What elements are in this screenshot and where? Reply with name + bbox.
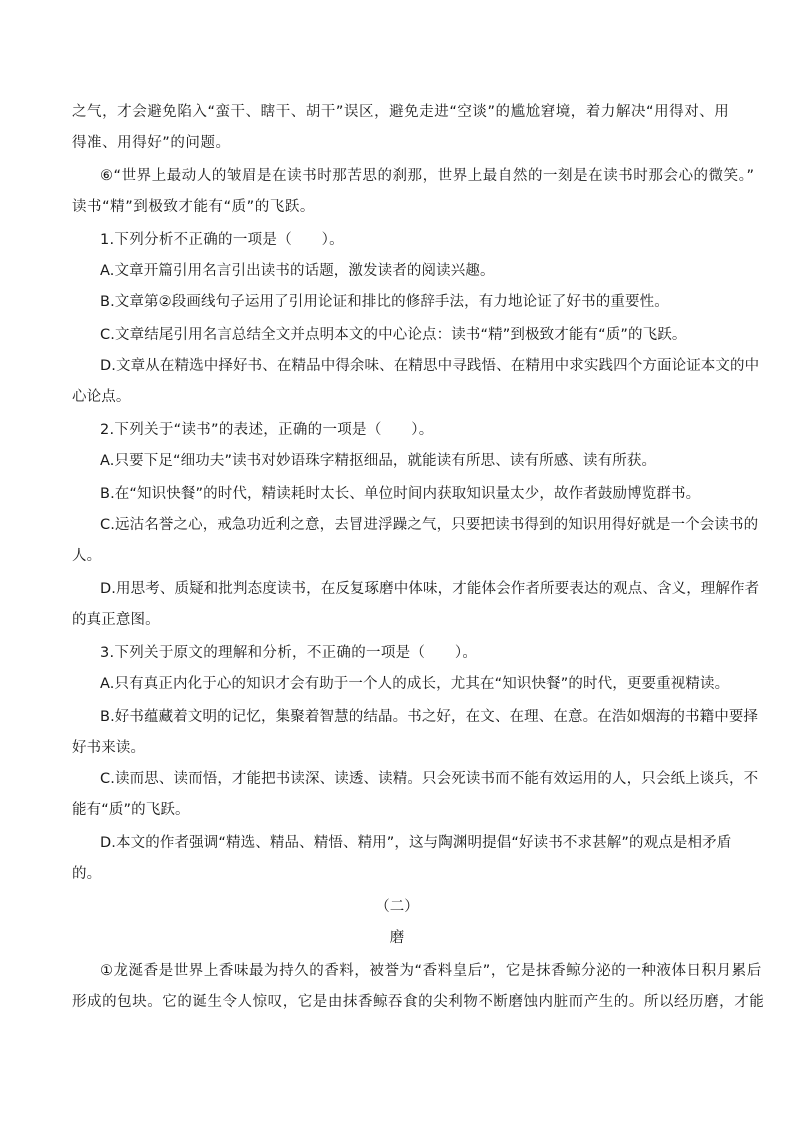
section-number: （二） <box>375 899 419 915</box>
passage-title: 磨 <box>389 930 405 946</box>
question-2-option-c-cont: 人。 <box>72 548 102 564</box>
question-1-option-a: A.文章开篇引用名言引出读书的话题，激发读者的阅读兴趣。 <box>100 263 495 279</box>
question-3-option-c-cont: 能有“质”的飞跃。 <box>72 802 190 818</box>
question-1-option-c: C.文章结尾引用名言总结全文并点明本文的中心论点：读书“精”到极致才能有“质”的飞跃。 <box>100 327 687 343</box>
question-2-stem: 2.下列关于“读书”的表述，正确的一项是（ ）。 <box>100 422 434 438</box>
passage-paragraph-1: ①龙涎香是世界上香味最为持久的香料，被誉为“香料皇后”，它是抹香鲸分泌的一种液体日积月累后 <box>100 963 762 979</box>
passage-line: 形成的包块。它的诞生令人惊叹，它是由抹香鲸吞食的尖利物不断磨蚀内脏而产生的。所以经历磨，才能 <box>72 994 765 1010</box>
passage-line: 之气，才会避免陷入“蛮干、瞎干、胡干”误区，避免走进“空谈”的尴尬窘境，着力解决“用得对、用 <box>72 104 730 120</box>
question-2-option-d-cont: 的真正意图。 <box>72 612 160 628</box>
question-1-option-d-cont: 心论点。 <box>72 389 131 405</box>
question-2-option-b: B.在“知识快餐”的时代，精读耗时太长、单位时间内获取知识量太少，故作者鼓励博览群书。 <box>100 486 701 502</box>
question-1-option-d: D.文章从在精选中择好书、在精品中得余味、在精思中寻践悟、在精用中求实践四个方面论证本文的中 <box>100 358 760 374</box>
question-2-option-d: D.用思考、质疑和批判态度读书，在反复琢磨中体味，才能体会作者所要表达的观点、含义，理解作者 <box>100 581 760 597</box>
question-1-option-b: B.文章第②段画线句子运用了引用论证和排比的修辞手法，有力地论证了好书的重要性。 <box>100 294 669 310</box>
question-3-stem: 3.下列关于原文的理解和分析，不正确的一项是（ ）。 <box>100 645 478 661</box>
question-3-option-d-cont: 的。 <box>72 866 102 882</box>
question-1-stem: 1.下列分析不正确的一项是（ ）。 <box>100 232 344 248</box>
passage-paragraph-6: ⑥“世界上最动人的皱眉是在读书时那苦思的刹那，世界上最自然的一刻是在读书时那会心的微笑。” <box>100 168 755 184</box>
question-3-option-c: C.读而思、读而悟，才能把书读深、读透、读精。只会死读书而不能有效运用的人，只会纸上谈兵，不 <box>100 771 759 787</box>
passage-line: 得准、用得好”的问题。 <box>72 135 231 151</box>
question-3-option-b-cont: 好书来读。 <box>72 740 146 756</box>
question-2-option-a: A.只要下足“细功夫”读书对妙语珠字精抠细品，就能读有所思、读有所感、读有所获。 <box>100 453 657 469</box>
question-3-option-a: A.只有真正内化于心的知识才会有助于一个人的成长，尤其在“知识快餐”的时代，更要重视精读。 <box>100 676 730 692</box>
passage-line: 读书“精”到极致才能有“质”的飞跃。 <box>72 199 315 215</box>
question-2-option-c: C.远沽名誉之心，戒急功近利之意，去冒进浮躁之气，只要把读书得到的知识用得好就是一个会读书的 <box>100 517 759 533</box>
question-3-option-d: D.本文的作者强调“精选、精品、精悟、精用”，这与陶渊明提倡“好读书不求甚解”的观点是相矛盾 <box>100 835 732 851</box>
question-3-option-b: B.好书蕴藏着文明的记忆，集聚着智慧的结晶。书之好，在文、在理、在意。在浩如烟海的书籍中要择 <box>100 709 759 725</box>
